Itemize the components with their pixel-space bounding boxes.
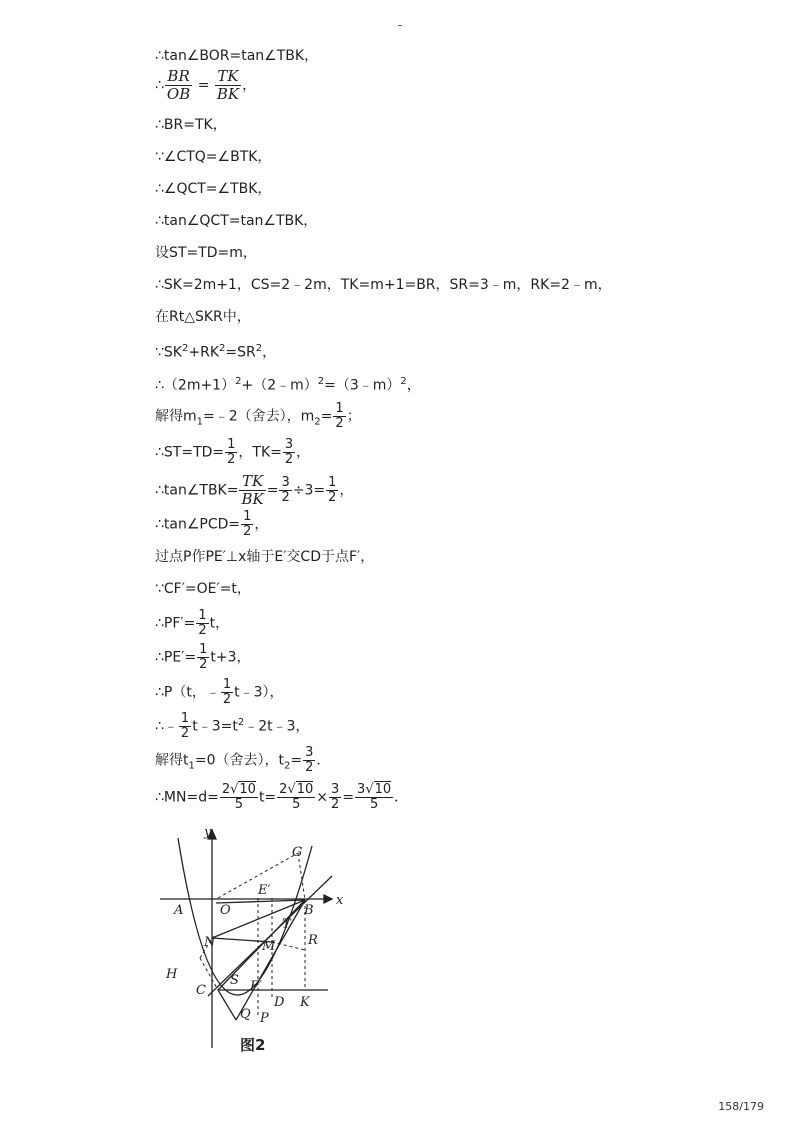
- exponent: 2: [235, 376, 242, 387]
- equals: =: [193, 77, 214, 94]
- line-6: ∴tan∠QCT=tan∠TBK，: [155, 213, 318, 229]
- denominator: 2: [284, 452, 294, 467]
- subscript: 1: [188, 760, 195, 772]
- numerator: 1: [243, 509, 252, 524]
- coefficient: 2: [221, 782, 231, 797]
- numerator: 1: [222, 677, 232, 692]
- text: ﹣2t﹣3，: [244, 718, 310, 735]
- coefficient: 2: [279, 782, 288, 797]
- label-o: O: [220, 903, 231, 918]
- numerator: 1: [328, 475, 337, 490]
- denominator: 2: [281, 490, 290, 505]
- denominator: 5: [292, 797, 301, 812]
- line-8: ∴SK=2m+1，CS=2﹣2m，TK=m+1=BR，SR=3﹣m，RK=2﹣m，: [155, 277, 612, 293]
- numerator: 1: [335, 401, 344, 416]
- label-y: y: [204, 825, 212, 840]
- text: t﹣3=t: [192, 718, 238, 735]
- fraction-one-half: [179, 712, 191, 741]
- subscript: 2: [284, 760, 291, 772]
- text: 解得t: [155, 752, 189, 769]
- label-d: D: [274, 995, 285, 1010]
- geometry-figure: [160, 818, 360, 1058]
- subscript: 2: [314, 416, 321, 428]
- label-f-prime: F′: [250, 979, 262, 994]
- text: ．: [394, 789, 409, 806]
- numerator: 1: [227, 437, 236, 452]
- line-2: [155, 68, 256, 103]
- exponent: 2: [317, 376, 325, 387]
- fraction-2sqrt10-over-5: [220, 783, 258, 812]
- fraction-3sqrt10-over-5: [355, 783, 393, 812]
- denominator: 2: [180, 726, 190, 741]
- label-r: R: [308, 933, 318, 948]
- fraction-three-halves: [329, 783, 341, 812]
- text: =﹣2（舍去），m: [203, 408, 315, 425]
- text: ，: [254, 516, 269, 533]
- text: 解得m: [155, 408, 197, 425]
- page-number: 158/179: [718, 1100, 764, 1113]
- exponent: 2: [400, 376, 407, 387]
- text: ，: [262, 344, 277, 361]
- line-22: [155, 746, 330, 775]
- text: t﹣3），: [234, 684, 284, 701]
- text: =: [290, 752, 303, 769]
- denominator: BK: [216, 85, 240, 103]
- line-18: [155, 609, 229, 638]
- text: ∴P（t，﹣: [155, 684, 220, 701]
- numerator: 3: [281, 475, 290, 490]
- line-12: [155, 402, 361, 431]
- fraction-br-ob: [165, 68, 192, 103]
- text: ÷3=: [292, 482, 326, 499]
- denominator: 5: [234, 797, 244, 812]
- label-b: B: [304, 903, 314, 918]
- label-m: M: [262, 939, 276, 954]
- text: ∴PE′=: [155, 649, 197, 666]
- fraction-one-half: [333, 402, 345, 431]
- exponent: 2: [237, 716, 245, 728]
- fraction-three-halves: [303, 746, 315, 775]
- line-21: [155, 712, 310, 741]
- figure-caption: 图2: [240, 1036, 266, 1054]
- denominator: 2: [335, 416, 344, 431]
- fraction-2sqrt10-over-5: [277, 783, 315, 812]
- line-4: ∵∠CTQ=∠BTK，: [155, 149, 272, 165]
- punct: ，: [242, 77, 257, 94]
- numerator: TK: [215, 68, 241, 86]
- text: t，: [209, 615, 230, 632]
- header-mark: -: [397, 18, 403, 32]
- denominator: 5: [369, 797, 379, 812]
- label-a: A: [174, 903, 184, 918]
- fraction-one-half: [196, 609, 208, 638]
- text: ∴tan∠PCD=: [155, 516, 241, 533]
- text: ；: [346, 408, 361, 425]
- denominator: 2: [328, 490, 337, 505]
- label-g: G: [292, 845, 303, 860]
- x-axis-arrow: [324, 895, 332, 903]
- line-9: 在Rt△SKR中，: [155, 309, 251, 325]
- radicand: 10: [296, 782, 314, 797]
- exponent: 2: [255, 343, 263, 354]
- line-15: [155, 510, 268, 539]
- exponent: 2: [181, 343, 189, 354]
- line-5: ∴∠QCT=∠TBK，: [155, 181, 272, 197]
- text: ，TK=: [238, 444, 282, 461]
- text: ．: [316, 752, 331, 769]
- line-19: [155, 643, 251, 672]
- text: ∴tan∠TBK=: [155, 482, 239, 499]
- line-7: 设ST=TD=m，: [155, 245, 257, 261]
- label-c: C: [196, 983, 206, 998]
- numerator: 1: [199, 642, 208, 657]
- dashed-g-b: [298, 853, 305, 900]
- numerator: 3: [284, 437, 294, 452]
- denominator: 2: [222, 692, 232, 707]
- label-e-prime: E′: [258, 883, 271, 898]
- fraction-three-halves: [279, 476, 291, 505]
- line-11: [155, 373, 421, 395]
- text: ∴PF′=: [155, 615, 196, 632]
- line-3: ∴BR=TK，: [155, 117, 227, 133]
- line-23: [155, 783, 408, 812]
- label-h: H: [166, 967, 178, 982]
- fraction-one-half: [326, 476, 338, 505]
- subscript: 1: [196, 416, 204, 428]
- line-16: 过点P作PE′⊥x轴于E′交CD于点F′，: [155, 549, 375, 565]
- text: ∴MN=d=: [155, 789, 219, 806]
- text: =: [342, 789, 355, 806]
- numerator: BR: [165, 68, 192, 86]
- parabola: [178, 838, 312, 995]
- numerator: 2√10: [279, 782, 314, 797]
- fraction-three-halves: [283, 438, 295, 467]
- denominator: OB: [166, 85, 191, 103]
- exponent: 2: [219, 343, 226, 354]
- fraction-tk-bk: [239, 473, 265, 508]
- text: =0（舍去），t: [194, 752, 285, 769]
- fraction-one-half: [241, 510, 253, 539]
- radicand: 10: [239, 782, 256, 797]
- label-x: x: [336, 893, 344, 908]
- text: ×: [316, 789, 329, 806]
- text: ∴ST=TD=: [155, 444, 225, 461]
- denominator: 2: [199, 657, 208, 672]
- text: +（2﹣m）: [241, 377, 318, 394]
- text: ，: [296, 444, 311, 461]
- denominator: 2: [331, 797, 340, 812]
- text: ∴（2m+1）: [155, 377, 236, 394]
- label-q: Q: [240, 1007, 251, 1022]
- text: =: [320, 408, 333, 425]
- text: ∴﹣: [155, 718, 178, 735]
- therefore-symbol: ∴: [155, 77, 164, 94]
- text: ，: [339, 482, 354, 499]
- line-13: [155, 438, 310, 467]
- text: t+3，: [210, 649, 251, 666]
- numerator: 1: [180, 711, 190, 726]
- text: =（3﹣m）: [324, 377, 401, 394]
- denominator: 2: [198, 623, 207, 638]
- text: ∵SK: [155, 344, 182, 361]
- text: +RK: [188, 344, 219, 361]
- line-20: [155, 678, 284, 707]
- label-k: K: [300, 995, 310, 1010]
- line-1: ∴tan∠BOR=tan∠TBK，: [155, 48, 319, 64]
- fraction-one-half: [225, 438, 237, 467]
- numerator: TK: [239, 473, 265, 491]
- numerator: 2√10: [221, 782, 256, 797]
- denominator: 2: [227, 452, 236, 467]
- radicand: 10: [374, 782, 392, 797]
- line-10: [155, 340, 276, 362]
- fraction-one-half: [221, 678, 233, 707]
- text: =: [266, 482, 279, 499]
- text: =SR: [225, 344, 256, 361]
- numerator: 3: [305, 745, 314, 760]
- numerator: 3: [331, 782, 340, 797]
- text: t=: [258, 789, 277, 806]
- coefficient: 3: [357, 782, 366, 797]
- denominator: BK: [241, 490, 264, 508]
- label-s: S: [230, 973, 239, 988]
- label-n: N: [204, 935, 216, 950]
- label-t: T: [282, 917, 291, 932]
- line-17: ∵CF′=OE′=t，: [155, 581, 251, 597]
- fraction-tk-bk: [215, 68, 241, 103]
- numerator: 1: [198, 608, 207, 623]
- text: ，: [406, 377, 421, 394]
- denominator: 2: [305, 760, 314, 775]
- fraction-one-half: [197, 643, 209, 672]
- denominator: 2: [243, 524, 252, 539]
- label-p: P: [260, 1011, 269, 1026]
- line-14: [155, 473, 353, 508]
- numerator: 3√10: [357, 782, 392, 797]
